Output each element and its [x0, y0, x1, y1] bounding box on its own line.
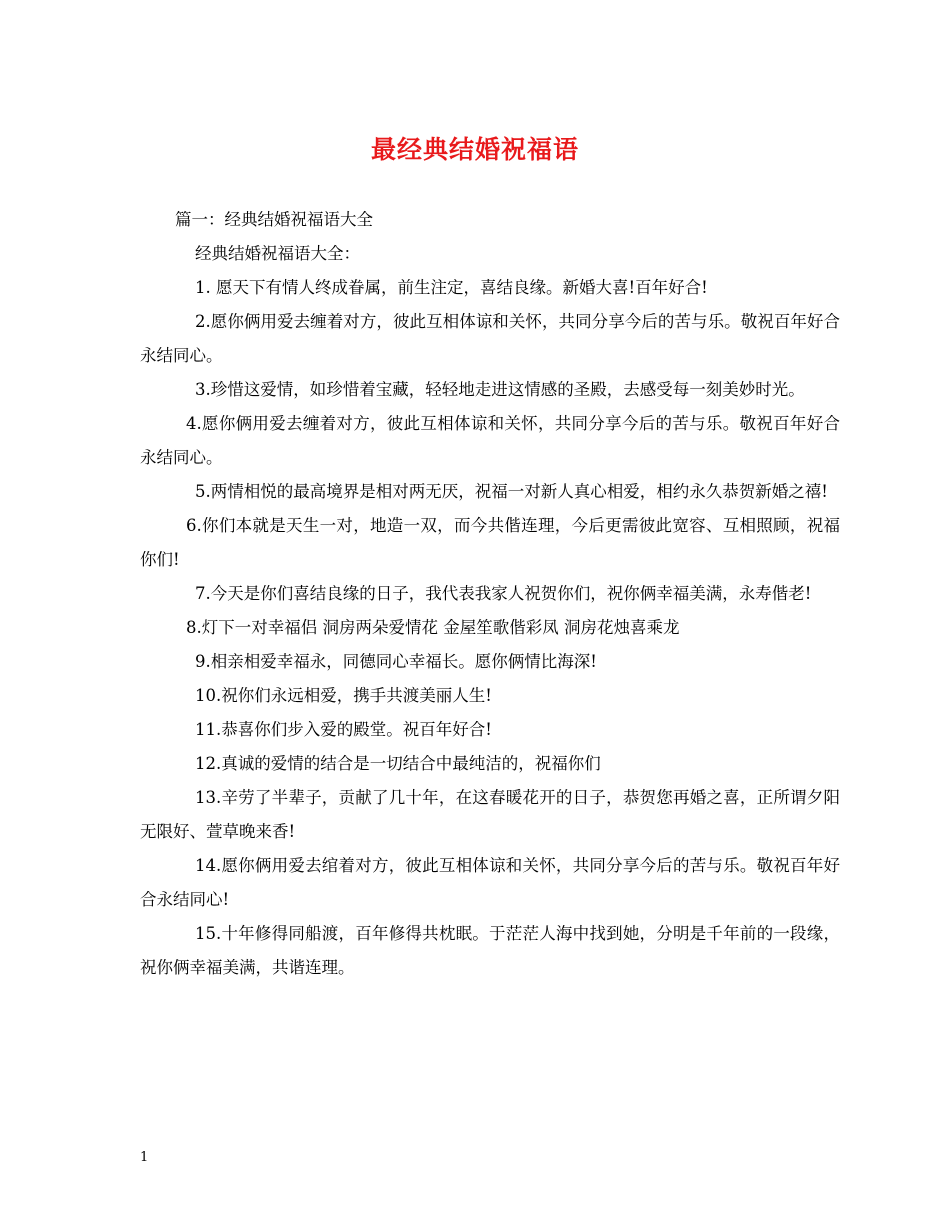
list-item: 4.愿你俩用爱去缠着对方，彼此互相体谅和关怀，共同分享今后的苦与乐。敬祝百年好合永结同心。	[140, 414, 840, 467]
list-item: 1. 愿天下有情人终成眷属，前生注定，喜结良缘。新婚大喜!百年好合!	[195, 278, 708, 297]
list-item: 13.辛劳了半辈子，贡献了几十年，在这春暖花开的日子，恭贺您再婚之喜，正所谓夕阳无限好、萱草晚来香!	[140, 788, 840, 841]
page-number: 1	[140, 1150, 149, 1165]
list-item: 8.灯下一对幸福侣 洞房两朵爱情花 金屋笙歌偕彩凤 洞房花烛喜乘龙	[186, 618, 680, 637]
list-item: 5.两情相悦的最高境界是相对两无厌，祝福一对新人真心相爱，相约永久恭贺新婚之禧!	[195, 482, 828, 501]
list-item: 7.今天是你们喜结良缘的日子，我代表我家人祝贺你们，祝你俩幸福美满，永寿偕老!	[195, 584, 812, 603]
section-subheading: 经典结婚祝福语大全：	[195, 244, 360, 263]
section-heading: 篇一：经典结婚祝福语大全	[175, 210, 373, 229]
list-item: 14.愿你俩用爱去绾着对方，彼此互相体谅和关怀，共同分享今后的苦与乐。敬祝百年好合永结同心!	[140, 856, 840, 909]
list-item: 15.十年修得同船渡，百年修得共枕眠。于茫茫人海中找到她，分明是千年前的一段缘，祝你俩幸福美满，共谐连理。	[140, 924, 840, 977]
list-item: 12.真诚的爱情的结合是一切结合中最纯洁的，祝福你们	[195, 754, 601, 773]
document-body	[140, 203, 840, 985]
list-item: 10.祝你们永远相爱，携手共渡美丽人生!	[195, 686, 492, 705]
list-item: 3.珍惜这爱情，如珍惜着宝藏，轻轻地走进这情感的圣殿，去感受每一刻美妙时光。	[195, 380, 805, 399]
document-title: 最经典结婚祝福语	[370, 135, 579, 164]
list-item: 11.恭喜你们步入爱的殿堂。祝百年好合!	[195, 720, 492, 739]
list-item: 2.愿你俩用爱去缠着对方，彼此互相体谅和关怀，共同分享今后的苦与乐。敬祝百年好合永结同心。	[140, 312, 840, 365]
list-item: 6.你们本就是天生一对，地造一双，而今共偕连理，今后更需彼此宽容、互相照顾，祝福你们!	[140, 516, 840, 569]
list-item: 9.相亲相爱幸福永，同德同心幸福长。愿你俩情比海深!	[195, 652, 597, 671]
